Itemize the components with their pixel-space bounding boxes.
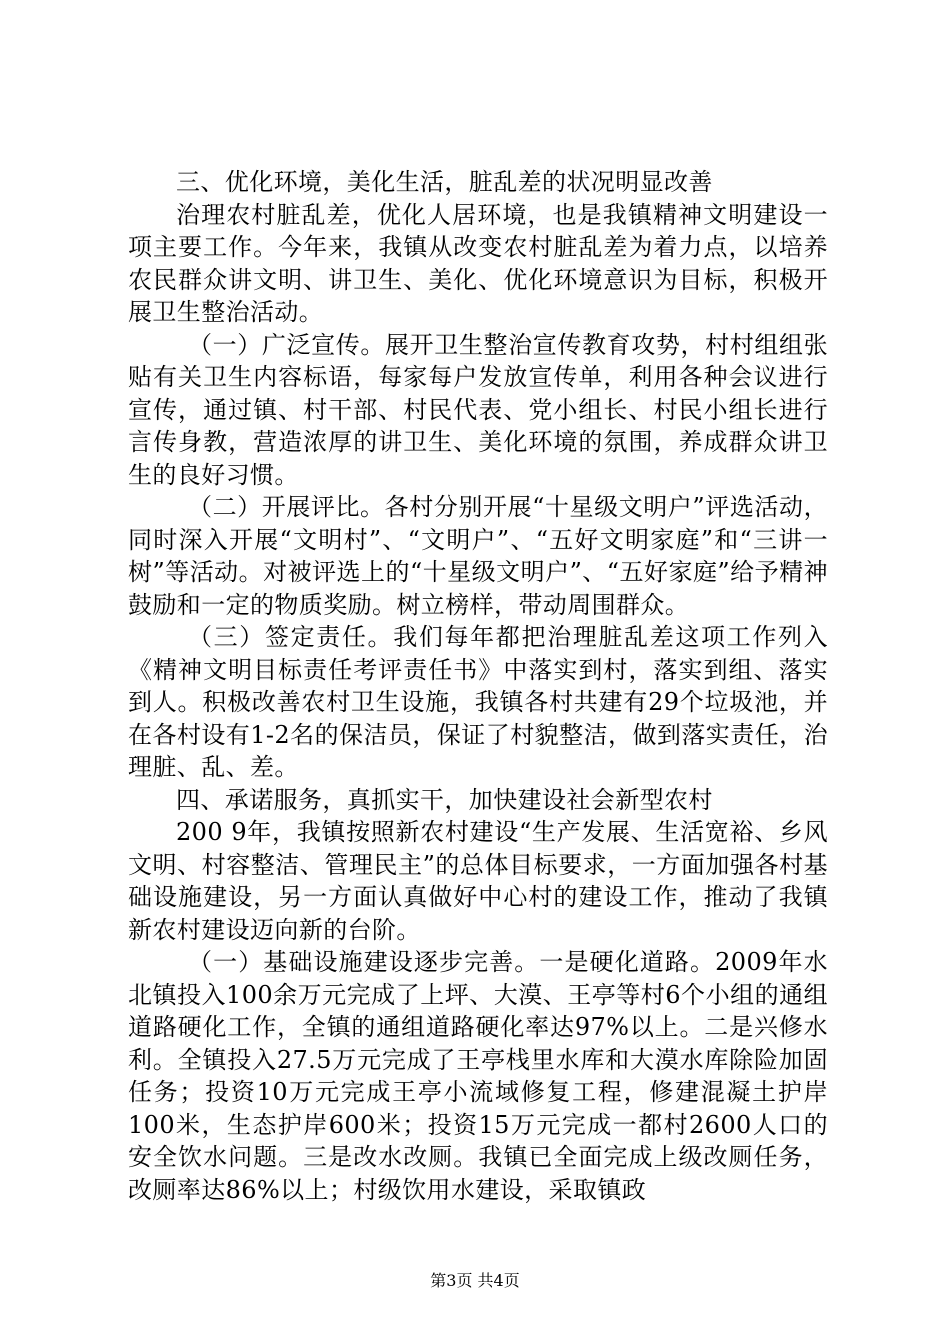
paragraph: （二）开展评比。各村分别开展“十星级文明户”评选活动，同时深入开展“文明村”、“文明户”、“五好文明家庭”和“三讲一树”等活动。对被评选上的“十星级文明户”、“五好家庭”给予精神鼓励和一定的物质奖励。树立榜样，带动周围群众。 <box>128 493 828 619</box>
section-heading-3: 三、优化环境，美化生活，脏乱差的状况明显改善 <box>176 168 713 196</box>
section-heading-4: 四、承诺服务，真抓实干，加快建设社会新型农村 <box>176 785 713 814</box>
paragraph: 200 9年，我镇按照新农村建设“生产发展、生活宽裕、乡风文明、村容整洁、管理民主”的总体目标要求，一方面加强各村基础设施建设，另一方面认真做好中心村的建设工作，推动了我镇新农村建设迈向新的台阶。 <box>128 818 828 944</box>
paragraph: 治理农村脏乱差，优化人居环境，也是我镇精神文明建设一项主要工作。今年来，我镇从改变农村脏乱差为着力点，以培养农民群众讲文明、讲卫生、美化、优化环境意识为目标，积极开展卫生整治活动。 <box>128 200 828 326</box>
page-number-label: 第3页 共4页 <box>430 1271 520 1290</box>
paragraph: （一）基础设施建设逐步完善。一是硬化道路。2009年水北镇投入100余万元完成了上坪、大漠、王亭等村6个小组的通组道路硬化工作，全镇的通组道路硬化率达97%以上。二是兴修水利。全镇投入27.5万元完成了王亭栈里水库和大漠水库除险加固任务；投资10万元完成王亭小流域修复工程，修建混凝土护岸100米，生态护岸600米；投资15万元完成一都村2600人口的安全饮水问题。三是改水改厕。我镇已全面完成上级改厕任务，改厕率达86%以上；村级饮用水建设，采取镇政 <box>128 948 828 1204</box>
paragraph: （一）广泛宣传。展开卫生整治宣传教育攻势，村村组组张贴有关卫生内容标语，每家每户发放宣传单，利用各种会议进行宣传，通过镇、村干部、村民代表、党小组长、村民小组长进行言传身教，营造浓厚的讲卫生、美化环境的氛围，养成群众讲卫生的良好习惯。 <box>128 330 828 489</box>
paragraph: （三）签定责任。我们每年都把治理脏乱差这项工作列入《精神文明目标责任考评责任书》中落实到村，落实到组、落实到人。积极改善农村卫生设施，我镇各村共建有29个垃圾池，并在各村设有1-2名的保洁员，保证了村貌整洁，做到落实责任，治理脏、乱、差。 <box>128 623 828 781</box>
document-body <box>128 166 828 1206</box>
page-footer <box>0 1271 950 1291</box>
